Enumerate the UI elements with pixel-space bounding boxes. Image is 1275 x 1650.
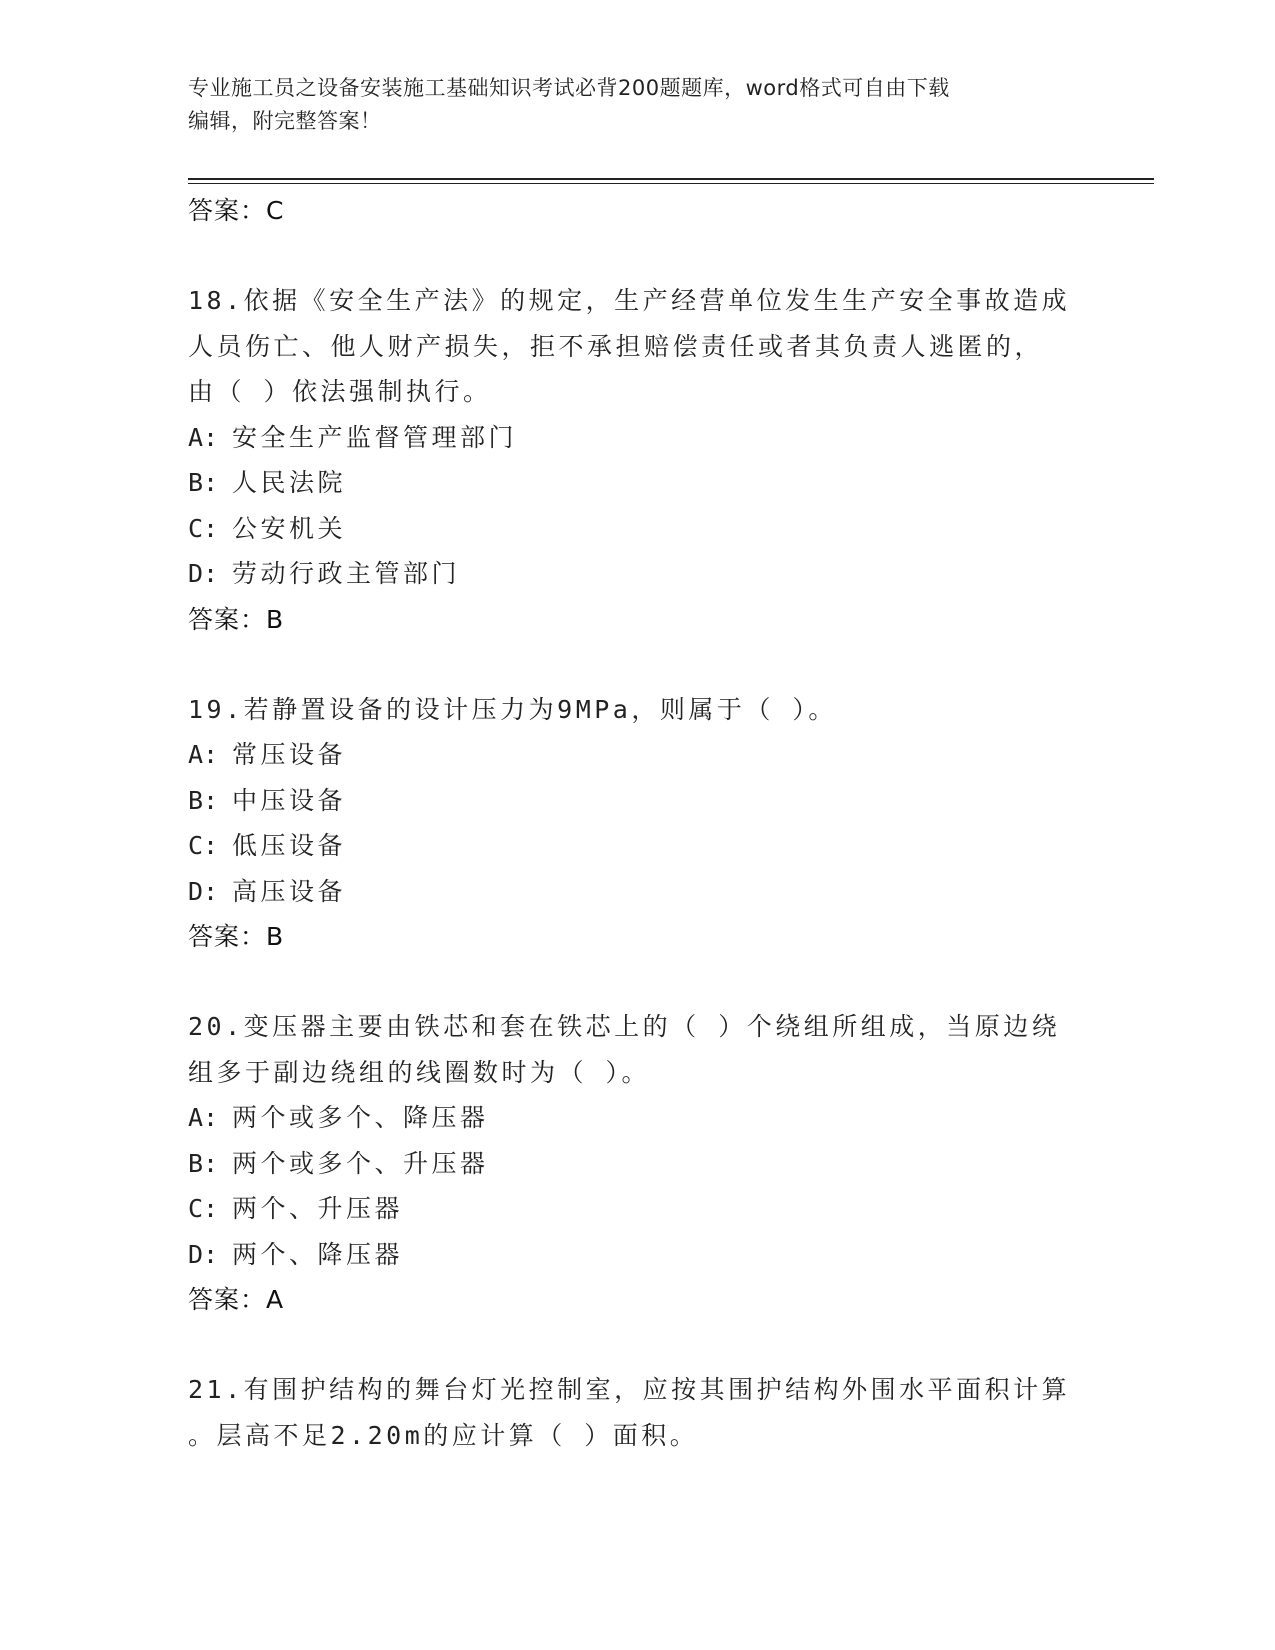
question-text-line: 。层高不足2.20m的应计算（ ）面积。 xyxy=(188,1420,699,1450)
question-21 xyxy=(188,1367,1088,1458)
option-c xyxy=(188,506,1088,552)
answer-label: 答案： xyxy=(188,922,267,951)
option-d xyxy=(188,1232,1088,1278)
option-b xyxy=(188,460,1088,506)
header-rule-thin xyxy=(188,183,1154,184)
option-letter: A: xyxy=(188,740,219,769)
question-text-line: 人员伤亡、他人财产损失，拒不承担赔偿责任或者其负责人逃匿的， xyxy=(188,331,1044,361)
question-18 xyxy=(188,278,1088,642)
option-text: 安全生产监督管理部门 xyxy=(232,422,518,452)
option-text: 两个、升压器 xyxy=(232,1194,404,1223)
question-text-line: 组多于副边绕组的线圈数时为（ ）。 xyxy=(188,1057,651,1087)
option-letter: C: xyxy=(188,831,219,860)
option-d xyxy=(188,551,1088,597)
option-letter: B: xyxy=(188,1148,219,1178)
option-text: 人民法院 xyxy=(232,468,347,497)
answer-label: 答案： xyxy=(188,604,267,634)
header-line-2: 编辑，附完整答案！ xyxy=(188,109,382,133)
question-19 xyxy=(188,687,1088,960)
option-text: 中压设备 xyxy=(232,785,347,815)
question-text-line: 19.若静置设备的设计压力为9MPa，则属于（ ）。 xyxy=(188,694,837,724)
option-text: 劳动行政主管部门 xyxy=(232,559,461,588)
option-letter: D: xyxy=(188,876,219,906)
answer-line xyxy=(188,188,1088,233)
option-letter: A: xyxy=(188,422,219,452)
question-text-line: 由（ ）依法强制执行。 xyxy=(188,377,492,406)
answer-line xyxy=(188,1277,1088,1322)
option-text: 两个、降压器 xyxy=(232,1239,404,1269)
question-20 xyxy=(188,1004,1088,1322)
answer-line xyxy=(188,914,1088,959)
option-letter: C: xyxy=(188,513,219,543)
option-letter: B: xyxy=(188,785,219,815)
option-letter: A: xyxy=(188,1103,219,1132)
option-c xyxy=(188,823,1088,869)
document-body xyxy=(188,188,1088,1458)
option-d xyxy=(188,869,1088,915)
answer-value: C xyxy=(266,196,285,225)
answer-value: B xyxy=(266,922,285,951)
option-text: 公安机关 xyxy=(232,513,347,543)
answer-value: B xyxy=(266,604,285,634)
option-letter: C: xyxy=(188,1194,219,1223)
answer-label: 答案： xyxy=(188,196,267,225)
option-text: 两个或多个、降压器 xyxy=(232,1103,489,1132)
option-text: 高压设备 xyxy=(232,876,347,906)
option-letter: D: xyxy=(188,1239,219,1269)
option-letter: D: xyxy=(188,559,219,588)
answer-value: A xyxy=(266,1285,285,1314)
option-a xyxy=(188,732,1088,778)
answer-label: 答案： xyxy=(188,1285,267,1314)
option-c xyxy=(188,1186,1088,1232)
answer-line xyxy=(188,597,1088,642)
header-rule-thick xyxy=(188,178,1154,180)
header-line-1: 专业施工员之设备安装施工基础知识考试必背200题题库，word格式可自由下载 xyxy=(188,76,950,100)
option-b xyxy=(188,778,1088,824)
option-text: 两个或多个、升压器 xyxy=(232,1148,489,1178)
option-text: 常压设备 xyxy=(232,740,347,769)
option-a xyxy=(188,1095,1088,1141)
question-text-line: 18.依据《安全生产法》的规定，生产经营单位发生生产安全事故造成 xyxy=(188,286,1071,315)
option-letter: B: xyxy=(188,468,219,497)
page-header xyxy=(188,72,1088,138)
option-a xyxy=(188,415,1088,461)
question-text-line: 21.有围护结构的舞台灯光控制室，应按其围护结构外围水平面积计算 xyxy=(188,1375,1071,1404)
option-b xyxy=(188,1141,1088,1187)
option-text: 低压设备 xyxy=(232,831,347,860)
question-text-line: 20.变压器主要由铁芯和套在铁芯上的（ ）个绕组所组成，当原边绕 xyxy=(188,1012,1061,1041)
